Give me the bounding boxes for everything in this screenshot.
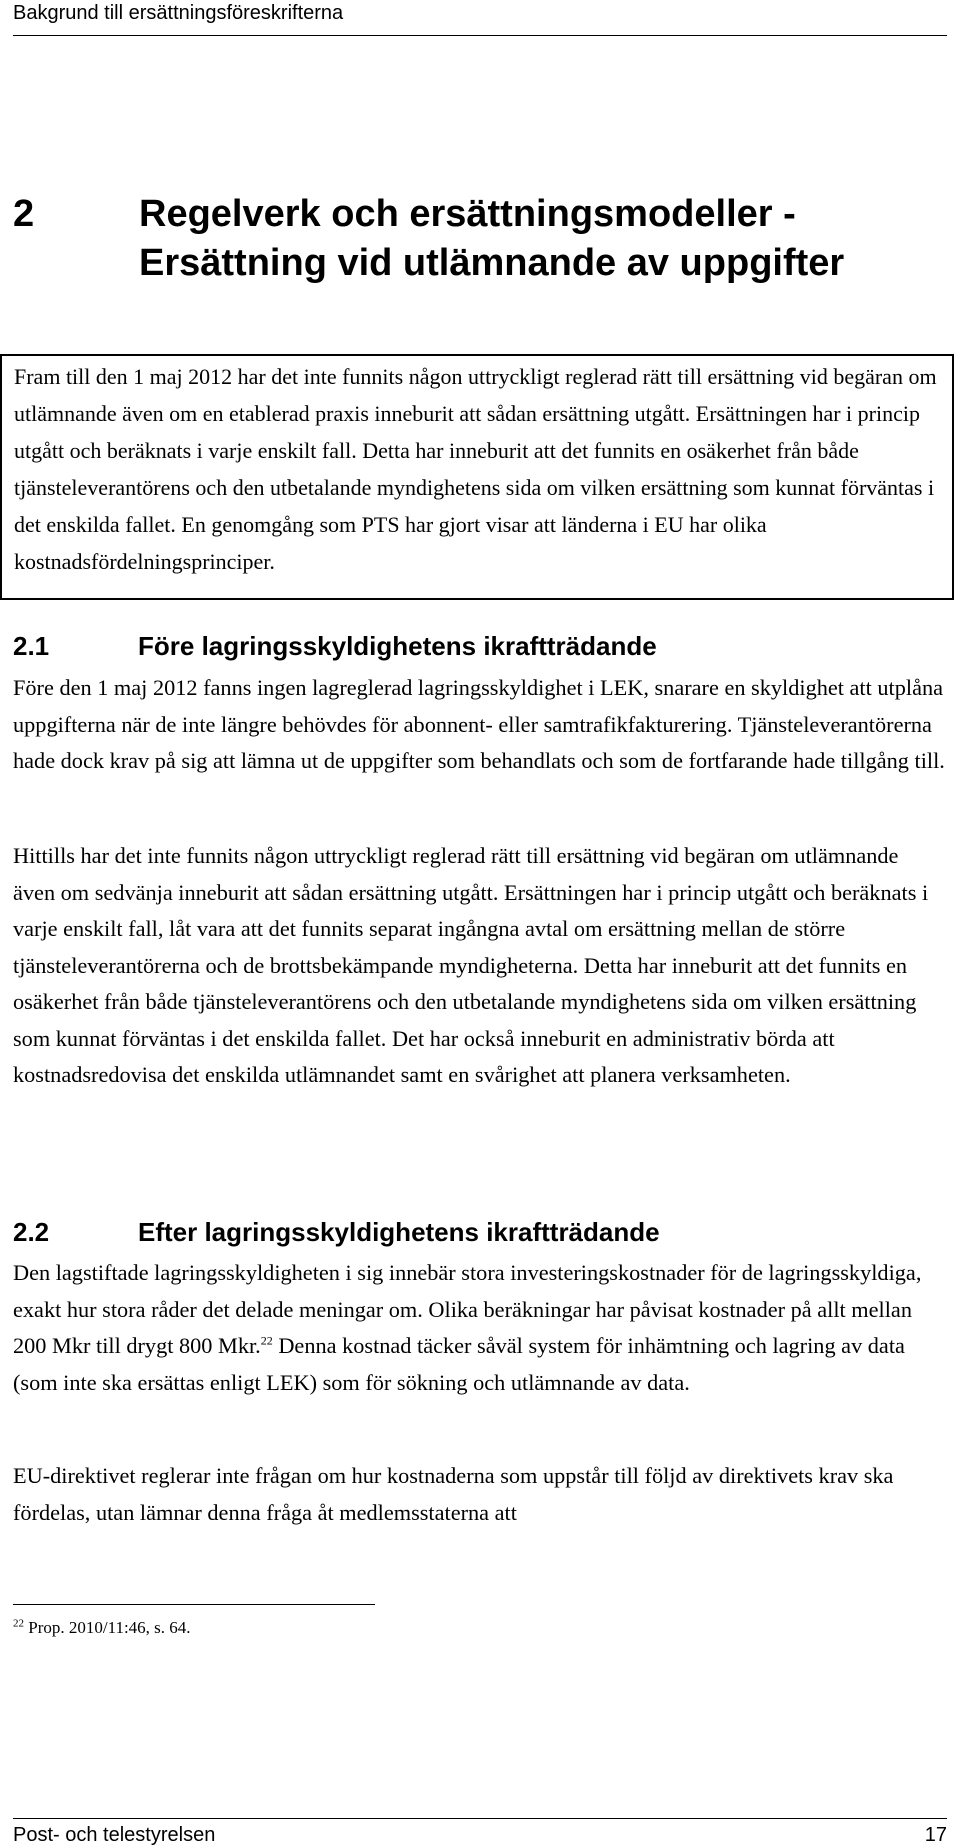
summary-box	[0, 354, 954, 600]
paragraph: EU-direktivet reglerar inte frågan om hur kostnaderna som uppstår till följd av direktivets krav ska fördelas, utan lämnar denna fråga åt medlemsstaterna att	[13, 1463, 894, 1525]
footnote	[13, 1616, 191, 1640]
footer-divider	[13, 1818, 947, 1819]
footnote-reference[interactable]: 22	[260, 1333, 273, 1348]
footnote-number: 22	[13, 1617, 24, 1630]
chapter-title: Regelverk och ersättningsmodeller - Ersättning vid utlämnande av uppgifter	[139, 193, 845, 284]
paragraph	[13, 1255, 945, 1401]
section-title: Efter lagringsskyldighetens ikraftträdande	[138, 1217, 660, 1247]
footer-publisher: Post- och telestyrelsen	[13, 1824, 216, 1846]
chapter-number: 2	[13, 193, 35, 235]
summary-text: Fram till den 1 maj 2012 har det inte funnits någon uttryckligt reglerad rätt till ersättning vid begäran om utlämnande även om en etablerad praxis inneburit att sådan ersättning utgått. Ersättningen har i princip utgått och beräknats i varje enskilt fall. Detta har inneburit att det funnits en osäkerhet från både tjänsteleverantörens och den utbetalande myndighetens sida om vilken ersättning som kunnat förväntas i det enskilda fallet. En genomgång som PTS har gjort visar att länderna i EU har olika kostnadsfördelningsprinciper.	[14, 364, 937, 574]
paragraph: Före den 1 maj 2012 fanns ingen lagreglerad lagringsskyldighet i LEK, snarare en skyldighet att utplåna uppgifterna när de inte längre behövdes för abonnent- eller samtrafikfakturering. Tjänsteleverantörerna hade dock krav på sig att lämna ut de uppgifter som behandlats och som de fortfarande hade tillgång till.	[13, 675, 945, 773]
section-title: Före lagringsskyldighetens ikraftträdande	[138, 631, 657, 661]
footnote-divider	[13, 1604, 375, 1605]
section-number: 2.2	[13, 1217, 50, 1247]
footnote-text: Prop. 2010/11:46, s. 64.	[24, 1618, 191, 1637]
paragraph: Hittills har det inte funnits någon uttryckligt reglerad rätt till ersättning vid begäran om utlämnande även om sedvänja inneburit att sådan ersättning utgått. Ersättningen har i princip utgått och beräknats i varje enskilt fall, låt vara att det funnits separat ingångna avtal om ersättning mellan de större tjänsteleverantörerna och de brottsbekämpande myndigheterna. Detta har inneburit att det funnits en osäkerhet från både tjänsteleverantörens och den utbetalande myndighetens sida om vilken ersättning som kunnat förväntas i det enskilda fallet. Det har också inneburit en administrativ börda att kostnadsredovisa det enskilda utlämnandet samt en svårighet att planera verksamheten.	[13, 843, 929, 1087]
running-header: Bakgrund till ersättningsföreskrifterna	[13, 2, 344, 24]
header-divider	[13, 35, 947, 36]
paragraph-text: Den lagstiftade lagringsskyldigheten i sig innebär stora investeringskostnader för de lagringsskyldiga, exakt hur stora råder det delade meningar om. Olika beräkningar har påvisat kostnader på allt mellan 200 Mkr till drygt 800 Mkr.	[13, 1260, 922, 1358]
page-number: 17	[924, 1824, 947, 1846]
section-number: 2.1	[13, 631, 50, 661]
paragraph-text: Denna kostnad täcker såväl system för inhämtning och lagring av data (som inte ska ersättas enligt LEK) som för sökning och utlämnande av data.	[13, 1333, 905, 1395]
